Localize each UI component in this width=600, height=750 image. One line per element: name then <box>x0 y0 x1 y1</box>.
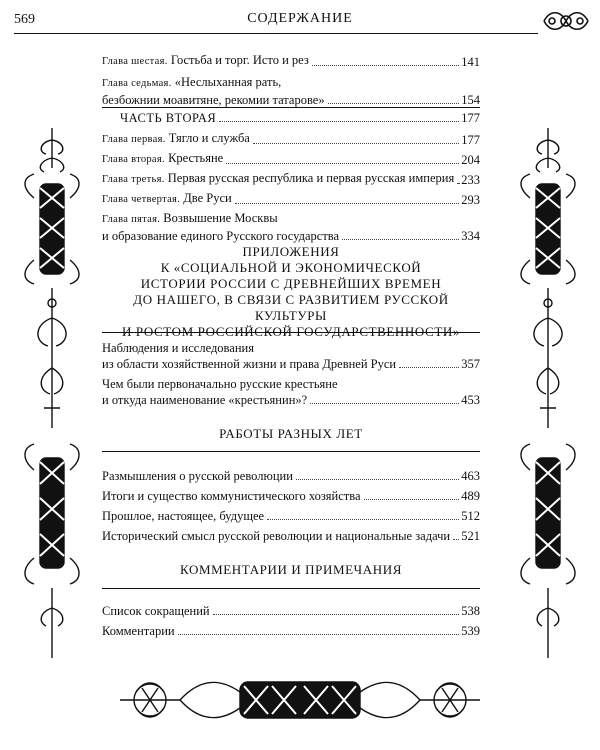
section-rule <box>102 332 480 333</box>
toc-entry-p2-ch3[interactable] <box>102 170 480 188</box>
toc-entry-p2-ch4[interactable] <box>102 190 480 208</box>
page-ref: 463 <box>461 469 480 483</box>
entry-title: Итоги и существо коммунистического хозяйства <box>102 489 361 503</box>
page-ref: 177 <box>461 111 480 125</box>
toc-entry-note-1[interactable] <box>102 603 480 619</box>
toc-entry-part2[interactable] <box>102 110 480 126</box>
dot-leader <box>310 403 459 404</box>
toc-entry-p2-ch5[interactable] <box>102 210 480 244</box>
chapter-title: Первая русская республика и первая русская империя <box>164 171 455 185</box>
dot-leader <box>364 499 460 500</box>
appendix-heading-line: К «СОЦИАЛЬНОЙ И ЭКОНОМИЧЕСКОЙ <box>160 260 422 275</box>
toc-appendix <box>102 340 480 408</box>
section-rule <box>102 588 480 589</box>
dot-leader <box>219 121 459 122</box>
section-rule <box>102 107 480 108</box>
page-ref: 293 <box>461 193 480 207</box>
entry-title-cont: из области хозяйственной жизни и права Древней Руси <box>102 357 397 371</box>
dot-leader <box>296 479 459 480</box>
entry-title: Наблюдения и исследования <box>102 341 254 355</box>
page-ref: 539 <box>461 624 480 638</box>
dot-leader <box>312 65 459 66</box>
header-rule <box>14 33 538 34</box>
toc-notes <box>102 603 480 639</box>
dot-leader <box>453 539 459 540</box>
chapter-title: Возвышение Москвы <box>160 211 278 225</box>
chapter-title-cont: и образование единого Русского государства <box>102 229 340 243</box>
appendix-heading-line: ПРИЛОЖЕНИЯ <box>242 244 340 259</box>
toc-entry-work-4[interactable] <box>102 528 480 544</box>
entry-title: Прошлое, настоящее, будущее <box>102 509 265 523</box>
page-ref: 357 <box>461 357 480 371</box>
page-ref: 512 <box>461 509 480 523</box>
chapter-title: Тягло и служба <box>165 131 250 145</box>
dot-leader <box>399 367 459 368</box>
dot-leader <box>253 143 459 144</box>
chapter-label: Глава шестая. <box>102 56 168 67</box>
notes-heading: КОММЕНТАРИИ И ПРИМЕЧАНИЯ <box>180 562 402 577</box>
dot-leader <box>226 163 459 164</box>
right-knotwork-ornament-icon <box>510 128 586 658</box>
page-ref: 204 <box>461 153 480 167</box>
appendix-heading-line: И РОСТОМ РОССИЙСКОЙ ГОСУДАРСТВЕННОСТИ» <box>122 324 460 339</box>
toc-part1 <box>102 52 480 108</box>
toc-entry-appendix-2[interactable] <box>102 376 480 408</box>
toc-entry-work-1[interactable] <box>102 468 480 484</box>
chapter-title-cont: безбожнии моавитяне, рекомии татарове» <box>102 93 325 107</box>
dot-leader <box>342 239 459 240</box>
dot-leader <box>328 103 460 104</box>
toc-entry-work-3[interactable] <box>102 508 480 524</box>
toc-works <box>102 468 480 544</box>
entry-title: Комментарии <box>102 624 175 638</box>
page-title: СОДЕРЖАНИЕ <box>247 11 353 26</box>
toc-entry-ch6[interactable] <box>102 52 480 70</box>
toc-entry-ch7[interactable] <box>102 74 480 108</box>
page-ref: 233 <box>461 173 480 187</box>
chapter-title: Гостьба и торг. Исто и рез <box>167 53 309 67</box>
page-ref: 521 <box>461 529 480 543</box>
page-ref: 538 <box>461 604 480 618</box>
entry-title: Чем были первоначально русские крестьяне <box>102 377 338 391</box>
toc-entry-note-2[interactable] <box>102 623 480 639</box>
section-rule <box>102 451 480 452</box>
page-ref: 154 <box>461 93 480 107</box>
page-ref: 453 <box>461 393 480 407</box>
page-ref: 141 <box>461 55 480 69</box>
bottom-knotwork-ornament-icon <box>120 670 480 730</box>
left-knotwork-ornament-icon <box>14 128 90 658</box>
chapter-title: Крестьяне <box>164 151 224 165</box>
dot-leader <box>213 614 460 615</box>
entry-title: Исторический смысл русской революции и национальные задачи <box>102 529 451 543</box>
appendix-heading <box>102 244 480 340</box>
toc-entry-work-2[interactable] <box>102 488 480 504</box>
works-heading: РАБОТЫ РАЗНЫХ ЛЕТ <box>219 426 363 441</box>
page-ref: 334 <box>461 229 480 243</box>
chapter-label: Глава четвертая. <box>102 194 181 205</box>
dot-leader <box>235 203 460 204</box>
chapter-label: Глава седьмая. <box>102 78 172 89</box>
chapter-label: Глава пятая. <box>102 214 161 225</box>
dot-leader <box>267 519 459 520</box>
chapter-label: Глава вторая. <box>102 154 165 165</box>
dot-leader <box>457 183 459 184</box>
part-title: ЧАСТЬ ВТОРАЯ <box>120 111 217 125</box>
appendix-heading-line: ИСТОРИИ РОССИИ С ДРЕВНЕЙШИХ ВРЕМЕН <box>140 276 442 291</box>
chapter-title: Две Руси <box>180 191 232 205</box>
toc-part2 <box>102 110 480 244</box>
page-ref: 489 <box>461 489 480 503</box>
entry-title: Размышления о русской революции <box>102 469 293 483</box>
chapter-title: «Неслыханная рать, <box>171 75 282 89</box>
toc-entry-p2-ch1[interactable] <box>102 130 480 148</box>
dot-leader <box>178 634 460 635</box>
page-number: 569 <box>14 12 35 27</box>
entry-title-cont: и откуда наименование «крестьянин»? <box>102 393 308 407</box>
header-knot-ornament-icon <box>540 6 592 36</box>
page-ref: 177 <box>461 133 480 147</box>
appendix-heading-line: ДО НАШЕГО, В СВЯЗИ С РАЗВИТИЕМ РУССКОЙ КУЛЬТУРЫ <box>133 292 449 323</box>
toc-entry-p2-ch2[interactable] <box>102 150 480 168</box>
chapter-label: Глава первая. <box>102 134 166 145</box>
toc-entry-appendix-1[interactable] <box>102 340 480 372</box>
entry-title: Список сокращений <box>102 604 210 618</box>
chapter-label: Глава третья. <box>102 174 165 185</box>
